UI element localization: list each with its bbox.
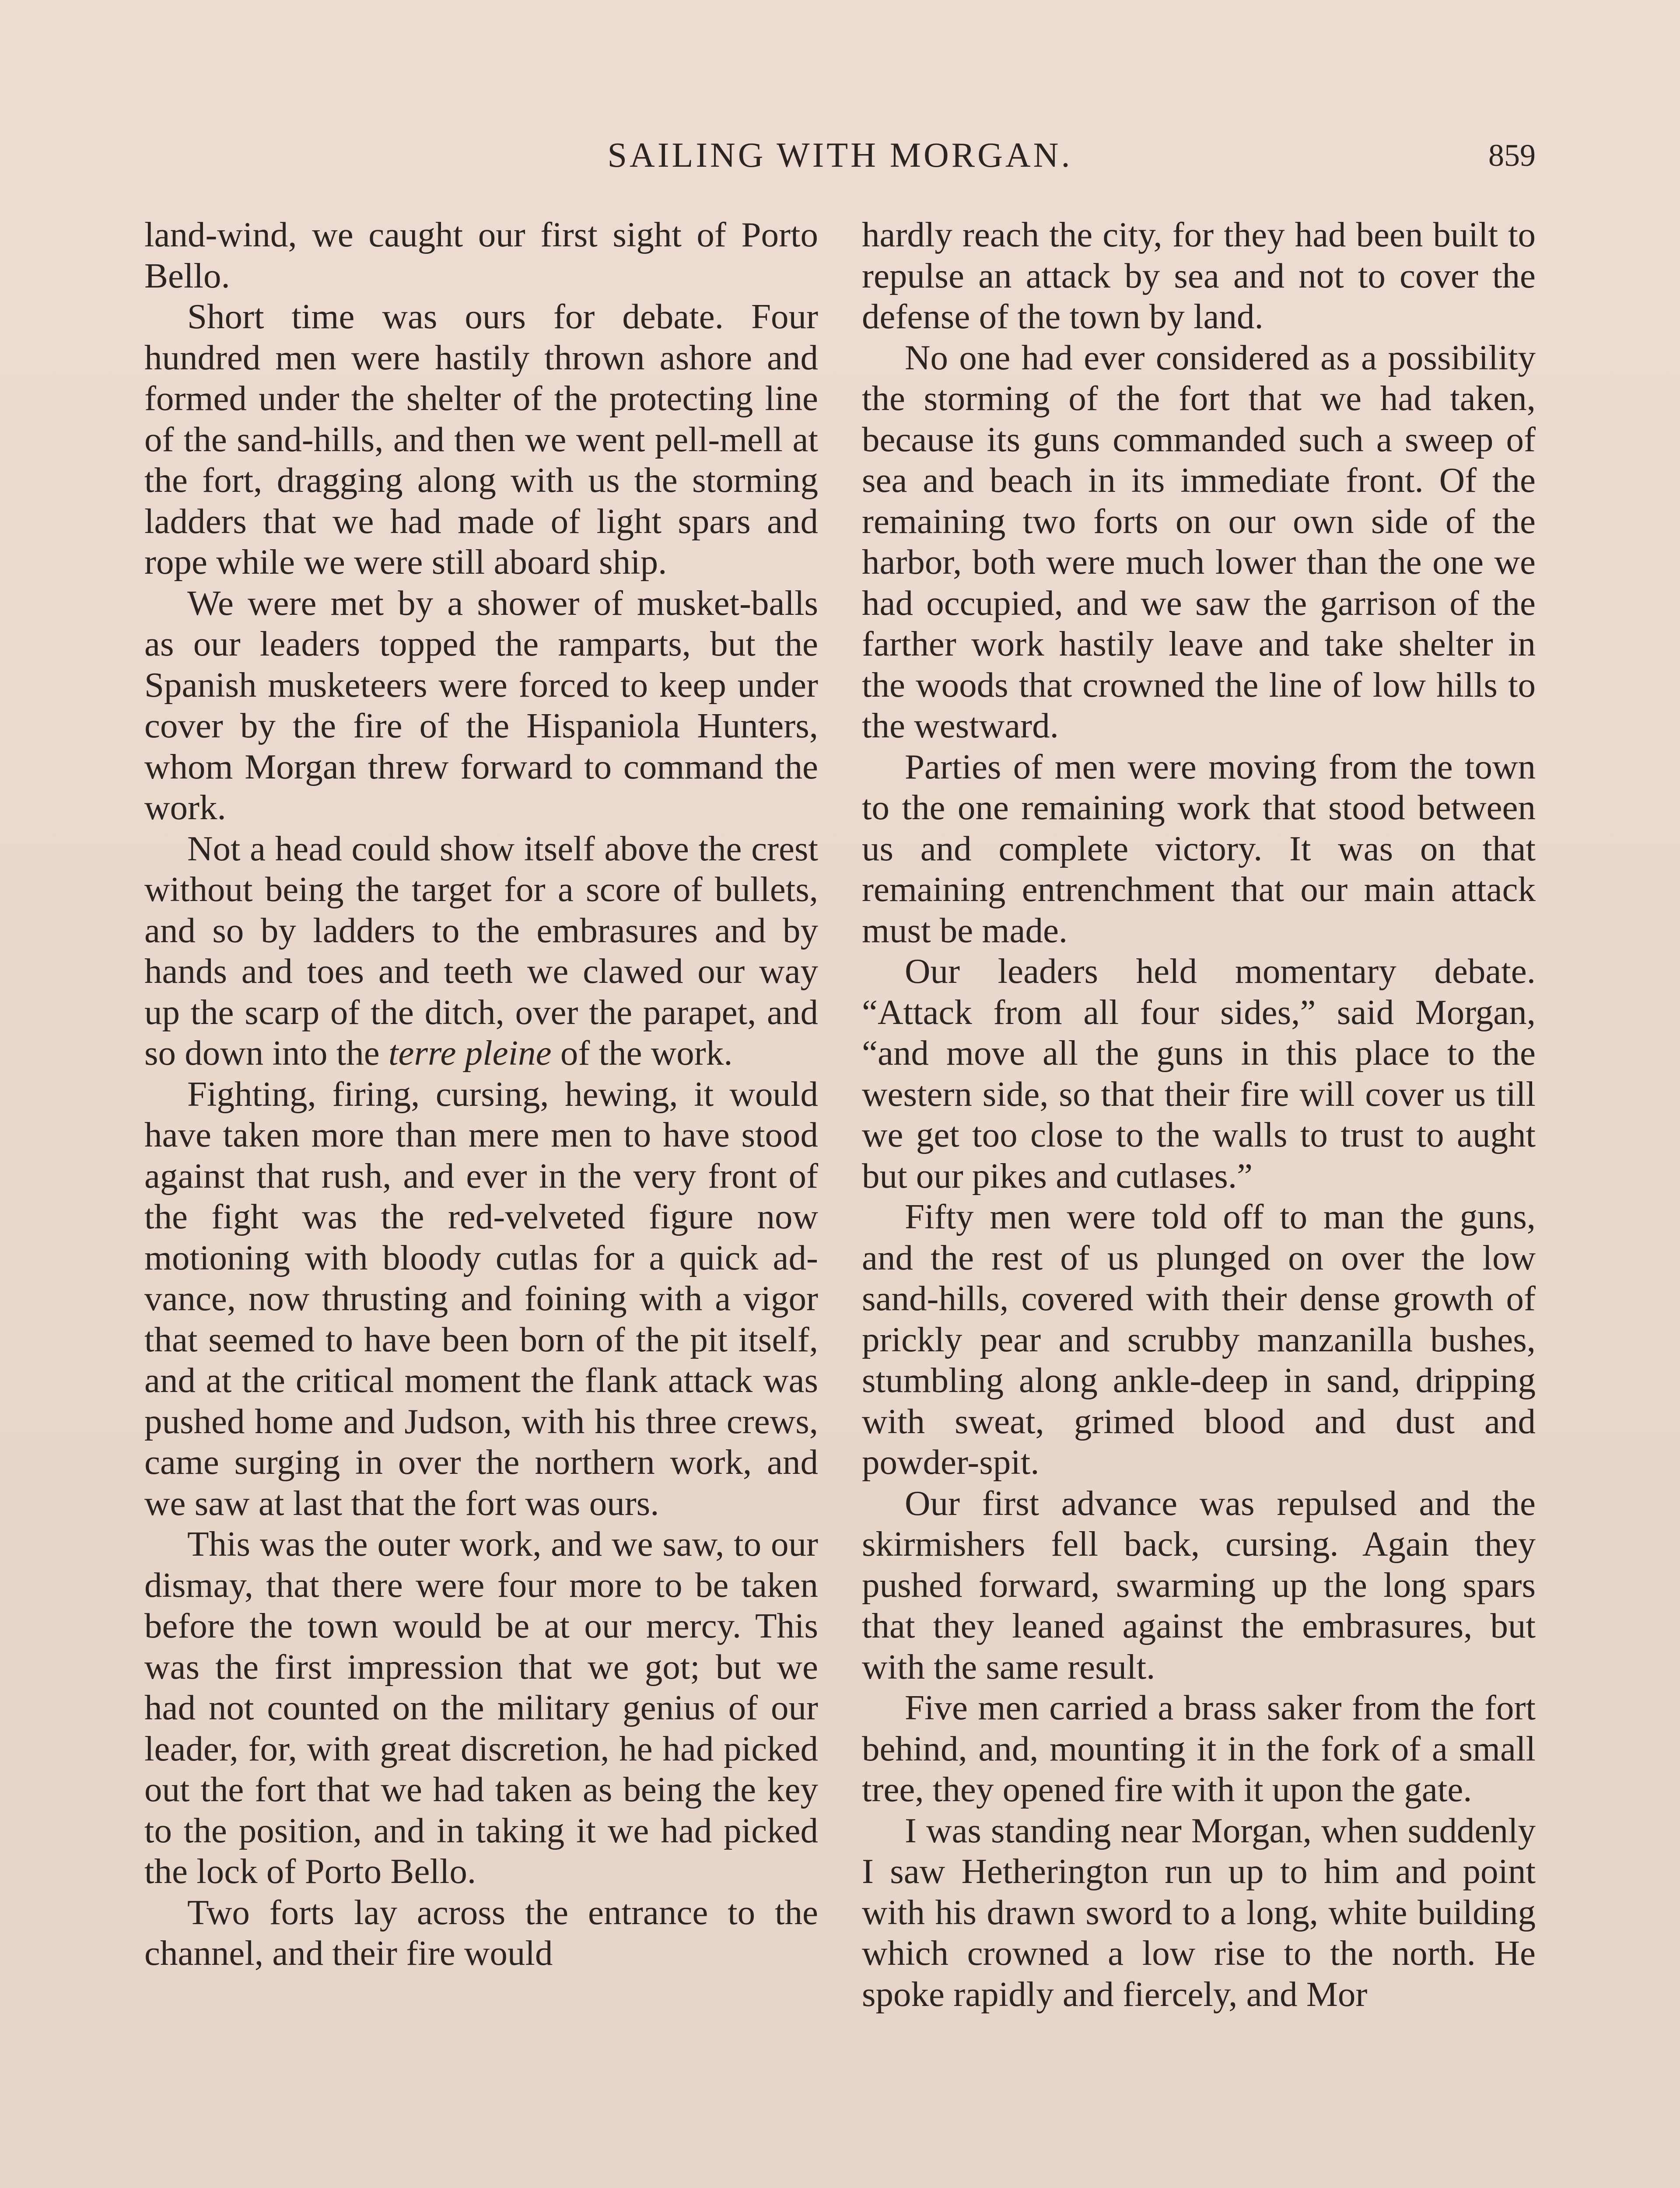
paragraph-text: Not a head could show itself above the crest without being the target for a score of bullets, and so by ladders to the embrasures and by hands and toes and teeth we clawed our way up the scarp of the ditch, over the parapet, and so down into the [144, 828, 818, 1073]
paragraph [144, 828, 818, 1074]
page-title: SAILING WITH MORGAN. [607, 136, 1073, 175]
paragraph: We were met by a shower of musket-balls as our leaders topped the ramparts, but the Spanish musketeers were forced to keep under cover by the fire of the Hispaniola Hunters, whom Morgan threw forward to command the work. [144, 583, 818, 827]
paragraph: Fighting, firing, cursing, hewing, it would have taken more than mere men to have stood against that rush, and ever in the very front of the fight was the red-velveted figure now motioning with bloody cutlas for a quick advance, now thrusting and foining with a vigor that seemed to have been born of the pit itself, and at the critical moment the flank attack was pushed home and Judson, with his three crews, came surging in over the northern work, and we saw at last that the fort was ours. [144, 1074, 818, 1523]
paragraph: Five men carried a brass saker from the fort behind, and, mounting it in the fork of a small tree, they opened fire with it upon the gate. [862, 1688, 1536, 1809]
paragraph-text: of the work. [551, 1033, 733, 1073]
paragraph: I was standing near Morgan, when suddenly I saw Hetherington run up to him and point with his drawn sword to a long, white building which crowned a low rise to the north. He spoke rapidly and fiercely, and Mor [862, 1810, 1536, 2014]
right-column [862, 214, 1536, 2015]
paragraph: Fifty men were told off to man the guns, and the rest of us plunged on over the low sand-hills, covered with their dense growth of prickly pear and scrubby manzanilla bushes, stumbling along ankle-deep in sand, dripping with sweat, grimed blood and dust and powder-spit. [862, 1197, 1536, 1482]
paragraph: Our leaders held momentary debate. “Attack from all four sides,” said Morgan, “and move all the guns in this place to the western side, so that their fire will cover us till we get too close to the walls to trust to aught but our pikes and cutlases.” [862, 951, 1536, 1196]
paragraph: Our first advance was repulsed and the skirmishers fell back, cursing. Again they pushed forward, swarming up the long spars that they leaned against the embrasures, but with the same result. [862, 1483, 1536, 1687]
italic-phrase: terre pleine [388, 1033, 552, 1073]
running-head [144, 131, 1536, 179]
page-number: 859 [1488, 138, 1536, 173]
paragraph: hardly reach the city, for they had been built to repulse an attack by sea and not to cover the defense of the town by land. [862, 215, 1536, 336]
paragraph: No one had ever considered as a possibility the storming of the fort that we had taken, because its guns commanded such a sweep of sea and beach in its immediate front. Of the remaining two forts on our own side of the harbor, both were much lower than the one we had occupied, and we saw the garrison of the farther work hastily leave and take shelter in the woods that crowned the line of low hills to the westward. [862, 337, 1536, 745]
paragraph: Parties of men were moving from the town to the one remaining work that stood between us and complete victory. It was on that remaining entrenchment that our main attack must be made. [862, 747, 1536, 950]
paragraph: Short time was ours for debate. Four hundred men were hastily thrown ashore and formed under the shelter of the protecting line of the sand-hills, and then we went pell-mell at the fort, dragging along with us the storming ladders that we had made of light spars and rope while we were still aboard ship. [144, 297, 818, 582]
left-column [144, 214, 818, 1974]
paragraph: Two forts lay across the entrance to the channel, and their fire would [144, 1892, 818, 1973]
paragraph: This was the outer work, and we saw, to our dismay, that there were four more to be taken before the town would be at our mercy. This was the first impression that we got; but we had not counted on the military genius of our leader, for, with great discretion, he had picked out the fort that we had taken as being the key to the position, and in taking it we had picked the lock of Porto Bello. [144, 1524, 818, 1891]
paragraph: land-wind, we caught our first sight of Porto Bello. [144, 215, 818, 295]
